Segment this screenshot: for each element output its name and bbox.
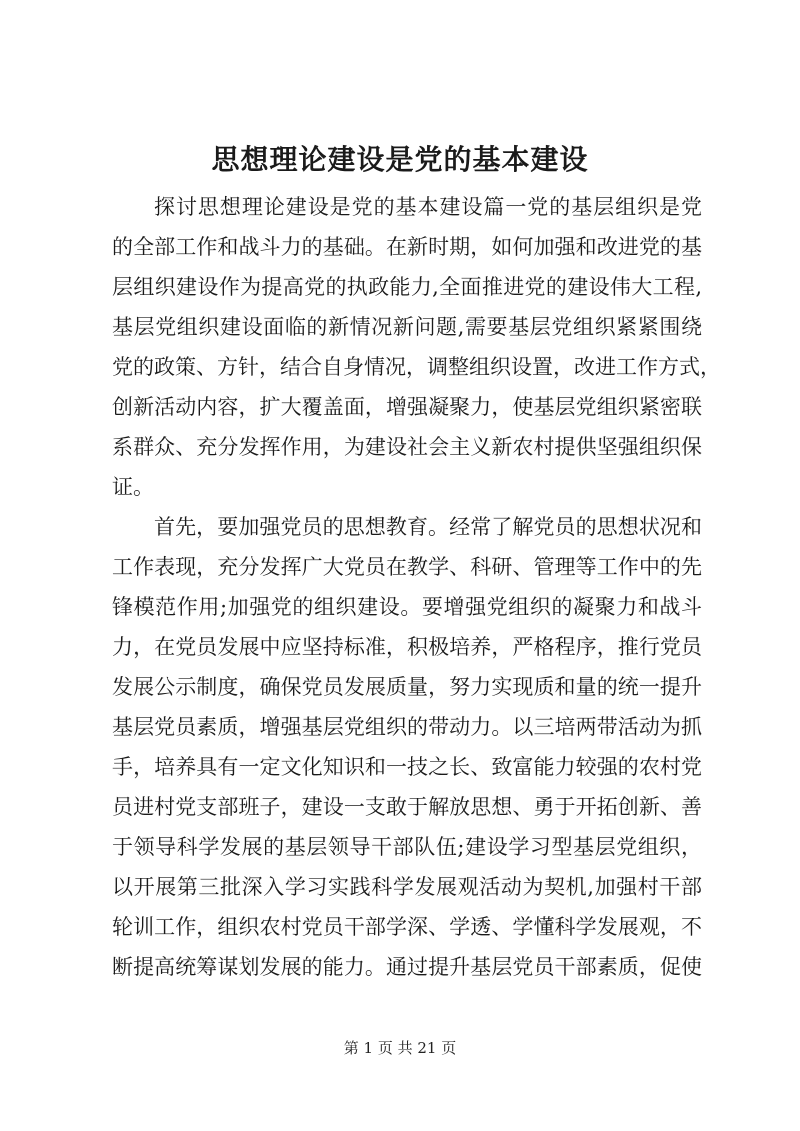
text-line: 层组织建设作为提高党的执政能力,全面推进党的建设伟大工程,: [112, 275, 702, 299]
page-title: 思想理论建设是党的基本建设: [211, 143, 589, 176]
text-line: 工作表现，充分发挥广大党员在教学、科研、管理等工作中的先: [112, 555, 702, 579]
page-number-footer: 第 1 页 共 21 页: [343, 1039, 457, 1057]
text-line: 锋模范作用;加强党的组织建设。要增强党组织的凝聚力和战斗: [112, 595, 702, 619]
text-line: 力，在党员发展中应坚持标准，积极培养，严格程序，推行党员: [112, 635, 702, 659]
text-line: 以开展第三批深入学习实践科学发展观活动为契机,加强村干部: [112, 875, 702, 899]
text-line: 断提高统筹谋划发展的能力。通过提升基层党员干部素质，促使: [112, 955, 702, 979]
text-line: 证。: [112, 475, 154, 499]
text-line: 轮训工作，组织农村党员干部学深、学透、学懂科学发展观，不: [112, 915, 702, 939]
text-line: 于领导科学发展的基层领导干部队伍;建设学习型基层党组织，: [112, 835, 702, 859]
text-line: 首先，要加强党员的思想教育。经常了解党员的思想状况和: [154, 515, 702, 539]
text-line: 手，培养具有一定文化知识和一技之长、致富能力较强的农村党: [112, 755, 702, 779]
text-line: 员进村党支部班子，建设一支敢于解放思想、勇于开拓创新、善: [112, 795, 702, 819]
text-line: 基层党组织建设面临的新情况新问题,需要基层党组织紧紧围绕: [112, 315, 702, 339]
text-line: 的全部工作和战斗力的基础。在新时期，如何加强和改进党的基: [112, 235, 702, 259]
paragraph-2: [112, 507, 702, 987]
text-line: 基层党员素质，增强基层党组织的带动力。以三培两带活动为抓: [112, 715, 702, 739]
text-line: 发展公示制度，确保党员发展质量，努力实现质和量的统一提升: [112, 675, 702, 699]
document-body: [112, 187, 721, 987]
paragraph-1: [112, 187, 721, 507]
text-line: 创新活动内容，扩大覆盖面，增强凝聚力，使基层党组织紧密联: [112, 395, 702, 419]
text-line: 党的政策、方针，结合自身情况，调整组织设置，改进工作方式，: [112, 355, 721, 379]
text-line: 系群众、充分发挥作用，为建设社会主义新农村提供坚强组织保: [112, 435, 702, 459]
text-line: 探讨思想理论建设是党的基本建设篇一党的基层组织是党: [154, 195, 702, 219]
